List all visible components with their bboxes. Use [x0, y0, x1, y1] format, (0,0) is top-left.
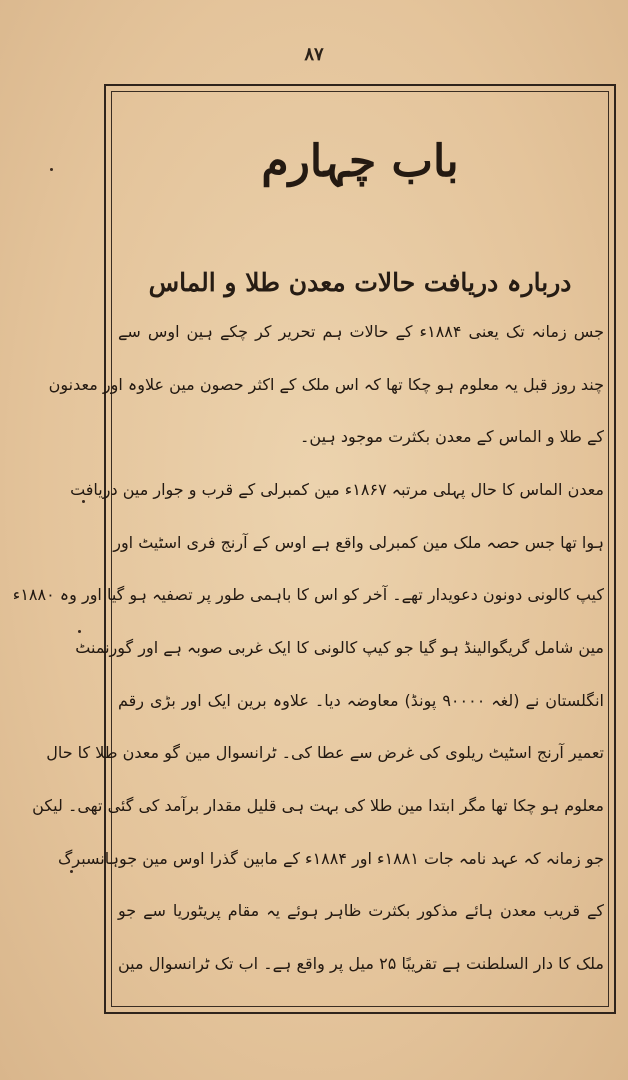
section-subtitle: دربارہ دریافت حالات معدن طلا و الماس: [148, 268, 572, 297]
text-line: انگلستان نے (لغہ ۹۰۰۰۰ پونڈ) معاوضہ دیا۔ علاوہ برین ایک اور بڑی رقم: [118, 690, 604, 710]
text-line: جو زمانہ کہ عہد نامہ جات ۱۸۸۱ء اور ۱۸۸۴ء کے مابین گذرا اوس مین جوہانسبرگ: [58, 848, 604, 868]
text-line: جس زمانہ تک یعنی ۱۸۸۴ء کے حالات ہم تحریر کر چکے ہین اوس سے: [118, 322, 604, 341]
text-line: چند روز قبل یہ معلوم ہو چکا تھا کہ اس ملک کے اکثر حصون مین علاوہ اور معدنون: [48, 374, 604, 394]
text-line: کیپ کالونی دونون دعویدار تھے۔ آخر کو اس کا باہمی طور پر تصفیہ ہو گیا اور وہ ۱۸۸۰ء: [12, 585, 604, 605]
text-line: معدن الماس کا حال پہلی مرتبہ ۱۸۶۷ء مین کمبرلی کے قرب و جوار مین دریافت: [70, 479, 604, 499]
paper-speck: [82, 500, 85, 503]
paper-speck: [50, 168, 53, 171]
text-line: ہوا تھا جس حصہ ملک مین کمبرلی واقع ہے اوس کے آرنج فری اسٹیٹ اور: [113, 532, 604, 552]
text-line: کے طلا و الماس کے معدن بکثرت موجود ہین۔: [300, 427, 604, 447]
text-line: کے قریب معدن ہائے مذکور بکثرت ظاہر ہوئے یہ مقام پریٹوریا سے جو: [118, 901, 604, 921]
text-line: ملک کا دار السلطنت ہے تقریبًا ۲۵ میل پر واقع ہے۔ اب تک ٹرانسوال مین: [118, 953, 605, 973]
body-text: [12, 318, 605, 978]
text-line: تعمیر آرنج اسٹیٹ ریلوی کی غرض سے عطا کی۔ ٹرانسوال مین گو معدن طلا کا حال: [46, 743, 604, 763]
chapter-title: باب چہارم: [261, 136, 459, 187]
text-line: مین شامل گریگوالینڈ ہو گیا جو کیپ کالونی کا ایک غربی صوبہ ہے اور گورنمنٹ: [75, 637, 604, 657]
paper-speck: [78, 630, 81, 633]
paper-speck: [70, 870, 73, 873]
text-line: معلوم ہو چکا تھا مگر ابتدا مین طلا کی بہت ہی قلیل مقدار برآمد کی گئی تھی۔ لیکن: [32, 795, 604, 815]
page-number: ۸۷: [304, 44, 324, 65]
